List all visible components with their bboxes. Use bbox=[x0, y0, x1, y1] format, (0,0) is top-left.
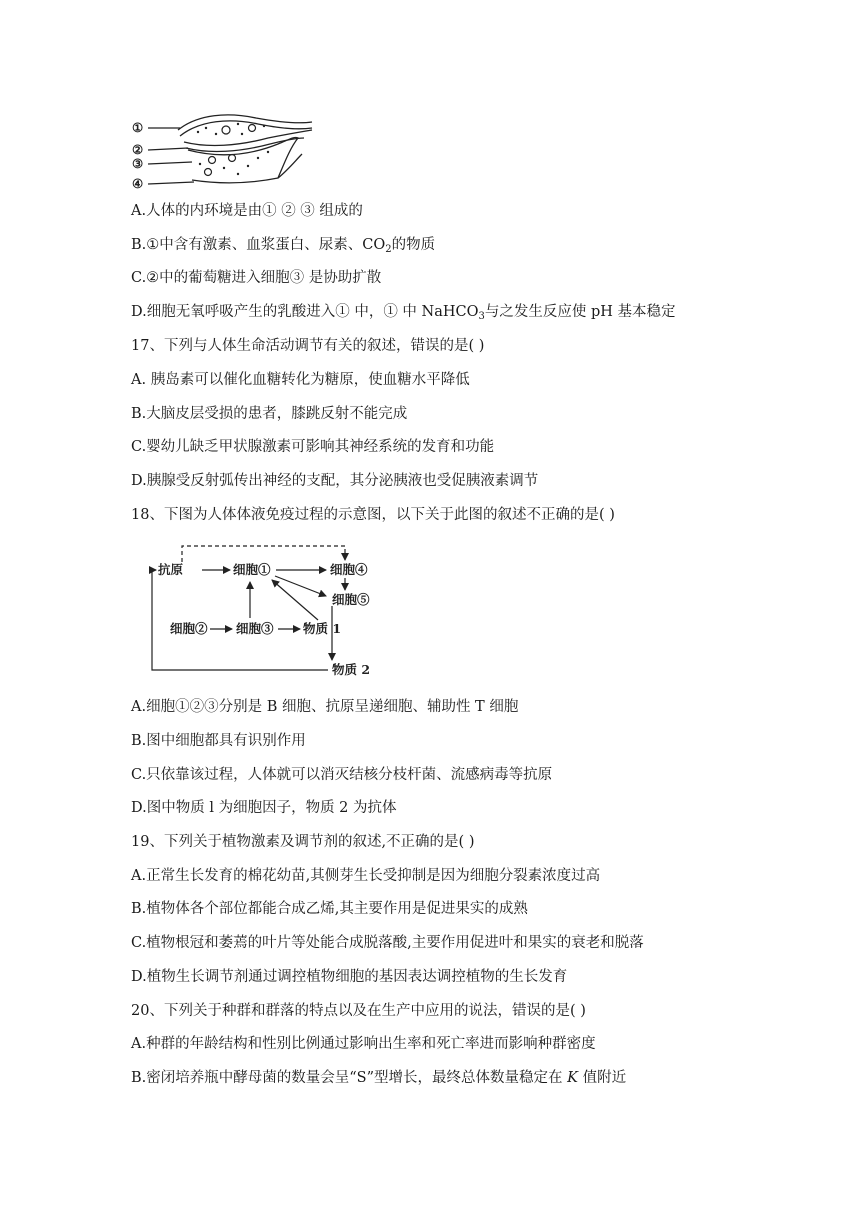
diagram-cell-5: 细胞⑤ bbox=[332, 592, 370, 607]
q17-option-c: C.婴幼儿缺乏甲状腺激素可影响其神经系统的发育和功能 bbox=[131, 439, 495, 455]
q20-option-b-text: B.密闭培养瓶中酵母菌的数量会呈“S”型增长，最终总体数量稳定在 bbox=[131, 1070, 568, 1086]
q19-stem: 19、下列关于植物激素及调节剂的叙述,不正确的是( ) bbox=[131, 834, 475, 850]
q16-option-b-sub: 2 bbox=[385, 244, 392, 255]
humoral-immunity-diagram bbox=[140, 540, 380, 682]
diagram-label-4: ④ bbox=[132, 176, 144, 191]
diagram-cell-1: 细胞① bbox=[233, 562, 271, 577]
q20-option-b bbox=[131, 1068, 626, 1088]
q18-option-b: B.图中细胞都具有识别作用 bbox=[131, 733, 306, 749]
diagram-label-2: ② bbox=[132, 142, 144, 157]
q20-option-a: A.种群的年龄结构和性别比例通过影响出生率和死亡率进而影响种群密度 bbox=[131, 1036, 596, 1052]
diagram-label-1: ① bbox=[132, 120, 144, 135]
q16-option-c: C.②中的葡萄糖进入细胞③ 是协助扩散 bbox=[131, 270, 382, 286]
diagram-substance-2: 物质 2 bbox=[332, 662, 371, 677]
q19-option-a: A.正常生长发育的棉花幼苗,其侧芽生长受抑制是因为细胞分裂素浓度过高 bbox=[131, 868, 601, 884]
q18-stem: 18、下图为人体体液免疫过程的示意图，以下关于此图的叙述不正确的是( ) bbox=[131, 507, 615, 523]
q17-option-b: B.大脑皮层受损的患者，膝跳反射不能完成 bbox=[131, 406, 408, 422]
q19-option-d: D.植物生长调节剂通过调控植物细胞的基因表达调控植物的生长发育 bbox=[131, 969, 568, 985]
q18-option-c: C.只依靠该过程，人体就可以消灭结核分枝杆菌、流感病毒等抗原 bbox=[131, 767, 553, 783]
q17-option-a: A. 胰岛素可以催化血糖转化为糖原，使血糖水平降低 bbox=[131, 372, 470, 388]
q16-option-b-tail: 的物质 bbox=[391, 237, 436, 253]
q16-option-d-sub: 3 bbox=[478, 311, 485, 322]
q16-option-d bbox=[131, 302, 676, 327]
diagram-label-3: ③ bbox=[132, 156, 144, 171]
diagram-cell-2: 细胞② bbox=[170, 621, 208, 636]
q20-option-b-tail: 值附近 bbox=[577, 1070, 627, 1086]
q16-option-d-text: D.细胞无氧呼吸产生的乳酸进入① 中，① 中 NaHCO bbox=[131, 304, 479, 320]
diagram-substance-1: 物质 1 bbox=[303, 621, 342, 636]
q18-option-a: A.细胞①②③分别是 B 细胞、抗原呈递细胞、辅助性 T 细胞 bbox=[131, 699, 519, 715]
diagram-cell-4: 细胞④ bbox=[330, 562, 368, 577]
q16-option-a: A.人体的内环境是由① ② ③ 组成的 bbox=[131, 203, 363, 219]
q17-stem: 17、下列与人体生命活动调节有关的叙述，错误的是( ) bbox=[131, 338, 485, 354]
diagram-cell-3: 细胞③ bbox=[236, 621, 274, 636]
tissue-fluid-diagram bbox=[128, 108, 328, 192]
q19-option-c: C.植物根冠和萎蔫的叶片等处能合成脱落酸,主要作用促进叶和果实的衰老和脱落 bbox=[131, 935, 644, 951]
q20-option-b-k: K bbox=[567, 1070, 578, 1086]
q19-option-b: B.植物体各个部位都能合成乙烯,其主要作用是促进果实的成熟 bbox=[131, 901, 528, 917]
q16-option-b bbox=[131, 235, 435, 260]
q16-option-b-text: B.①中含有激素、血浆蛋白、尿素、CO bbox=[131, 237, 386, 253]
q16-option-d-tail: 与之发生反应使 pH 基本稳定 bbox=[484, 304, 676, 320]
diagram-antigen: 抗原 bbox=[158, 562, 184, 577]
q20-stem: 20、下列关于种群和群落的特点以及在生产中应用的说法，错误的是( ) bbox=[131, 1003, 586, 1019]
q17-option-d: D.胰腺受反射弧传出神经的支配，其分泌胰液也受促胰液素调节 bbox=[131, 473, 539, 489]
q18-option-d: D.图中物质 l 为细胞因子，物质 2 为抗体 bbox=[131, 800, 397, 816]
